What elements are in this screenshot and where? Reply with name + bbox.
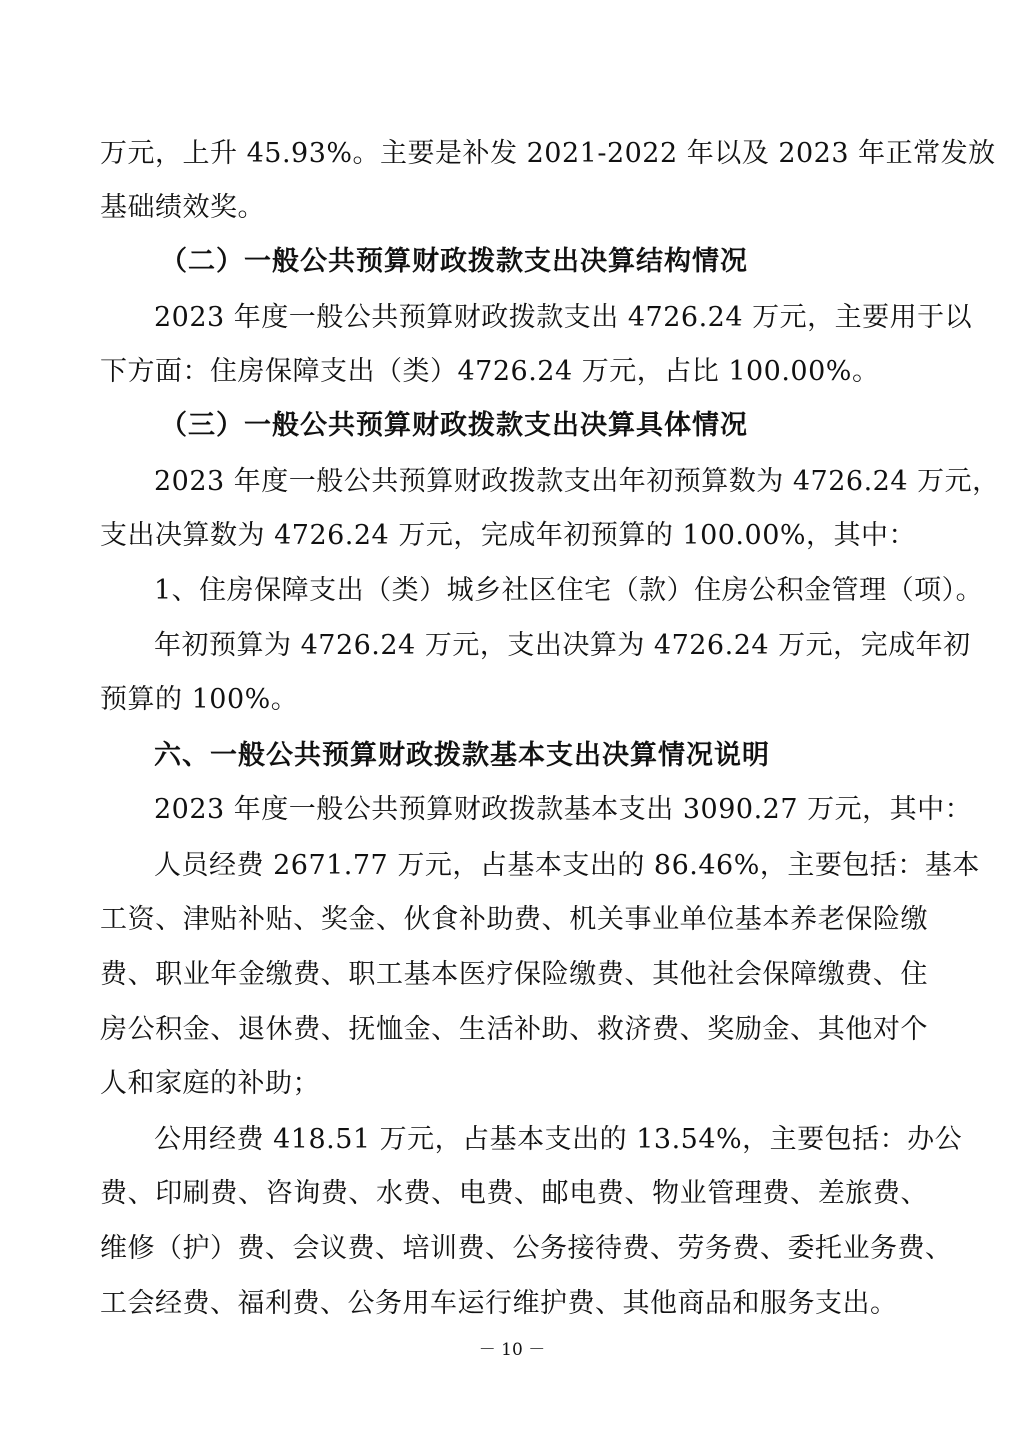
paragraph-line: 年初预算为 4726.24 万元，支出决算为 4726.24 万元，完成年初 (154, 630, 971, 661)
page-number: － 10 － (478, 1340, 546, 1360)
section-heading: （三）一般公共预算财政拨款支出决算具体情况 (160, 410, 748, 441)
paragraph-line: 费、职业年金缴费、职工基本医疗保险缴费、其他社会保障缴费、住 (100, 959, 928, 990)
paragraph-line: 2023 年度一般公共预算财政拨款支出 4726.24 万元，主要用于以 (154, 302, 973, 333)
paragraph-line: 下方面：住房保障支出（类）4726.24 万元，占比 100.00%。 (100, 356, 880, 387)
chapter-heading: 六、一般公共预算财政拨款基本支出决算情况说明 (154, 740, 770, 771)
paragraph-line: 预算的 100%。 (100, 684, 299, 715)
paragraph-line: 人和家庭的补助； (100, 1068, 320, 1099)
paragraph-line: 2023 年度一般公共预算财政拨款支出年初预算数为 4726.24 万元， (154, 466, 1000, 497)
paragraph-line: 工资、津贴补贴、奖金、伙食补助费、机关事业单位基本养老保险缴 (100, 904, 928, 935)
paragraph-line: 公用经费 418.51 万元，占基本支出的 13.54%，主要包括：办公 (154, 1124, 963, 1155)
paragraph-line: 维修（护）费、会议费、培训费、公务接待费、劳务费、委托业务费、 (100, 1233, 953, 1264)
section-heading: （二）一般公共预算财政拨款支出决算结构情况 (160, 246, 748, 277)
paragraph-line: 基础绩效奖。 (100, 192, 265, 223)
paragraph-line: 工会经费、福利费、公务用车运行维护费、其他商品和服务支出。 (100, 1288, 898, 1319)
paragraph-line: 房公积金、退休费、抚恤金、生活补助、救济费、奖励金、其他对个 (100, 1014, 928, 1045)
paragraph-line: 支出决算数为 4726.24 万元，完成年初预算的 100.00%，其中： (100, 520, 917, 551)
paragraph-line: 万元，上升 45.93%。主要是补发 2021-2022 年以及 2023 年正常发放 (100, 138, 996, 169)
paragraph-line: 人员经费 2671.77 万元，占基本支出的 86.46%，主要包括：基本 (154, 850, 980, 881)
paragraph-line: 1、住房保障支出（类）城乡社区住宅（款）住房公积金管理（项）。 (154, 575, 984, 606)
paragraph-line: 2023 年度一般公共预算财政拨款基本支出 3090.27 万元，其中： (154, 794, 973, 825)
paragraph-line: 费、印刷费、咨询费、水费、电费、邮电费、物业管理费、差旅费、 (100, 1178, 928, 1209)
